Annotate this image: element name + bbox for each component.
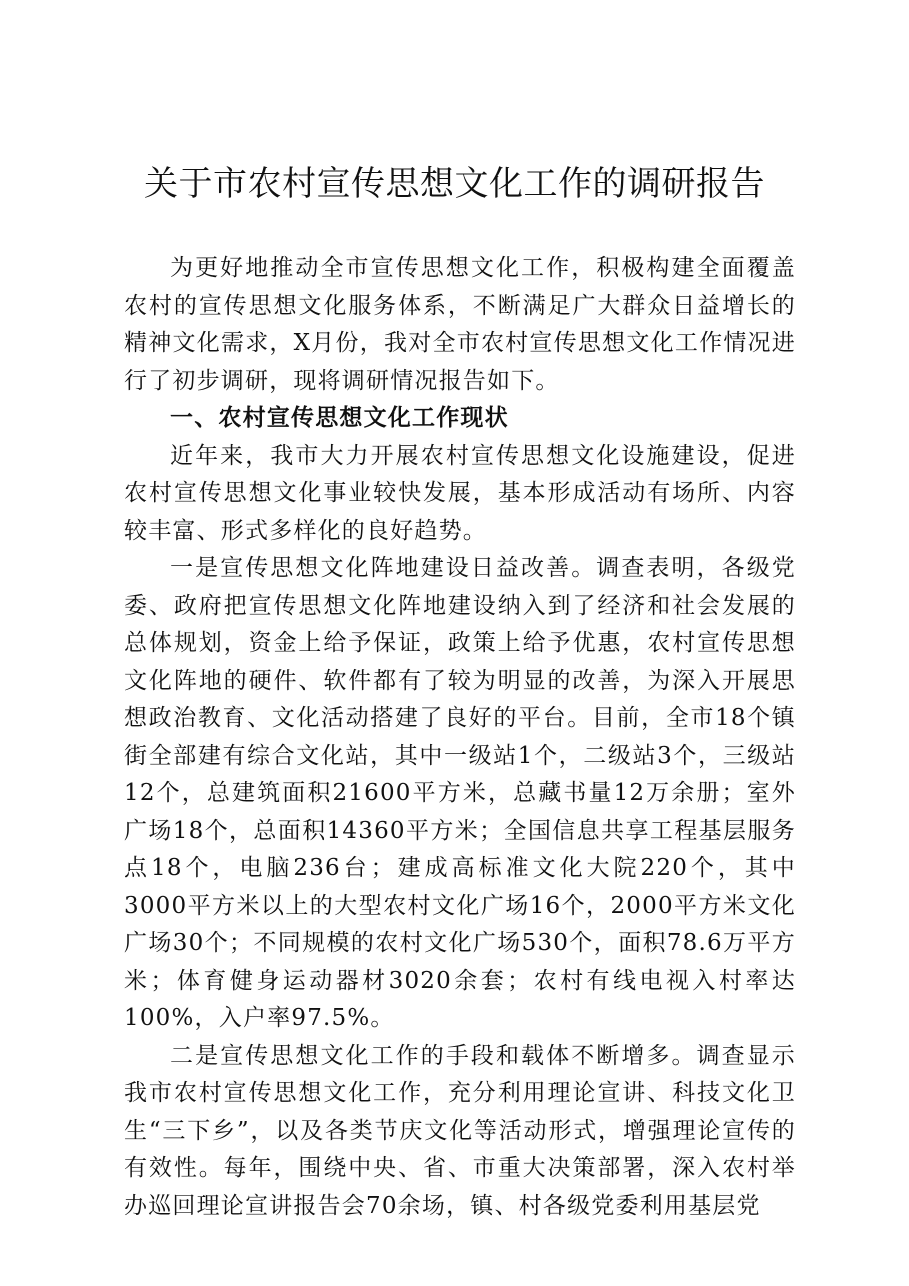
paragraph-overview: 近年来，我市大力开展农村宣传思想文化设施建设，促进农村宣传思想文化事业较快发展，基本形成活动有场所、内容较丰富、形式多样化的良好趋势。 <box>124 442 796 544</box>
paragraph-point-two: 二是宣传思想文化工作的手段和载体不断增多。调查显示我市农村宣传思想文化工作，充分利用理论宣讲、科技文化卫生“三下乡”，以及各类节庆文化等活动形式，增强理论宣传的有效性。每年，围绕中央、省、市重大决策部署，深入农村举办巡回理论宣讲报告会70余场，镇、村各级党委利用基层党 <box>124 1042 796 1219</box>
document-title: 关于市农村宣传思想文化工作的调研报告 <box>144 164 765 204</box>
section-heading: 一、农村宣传思想文化工作现状 <box>170 405 509 431</box>
document-body <box>124 250 796 1225</box>
paragraph-intro: 为更好地推动全市宣传思想文化工作，积极构建全面覆盖农村的宣传思想文化服务体系，不断满足广大群众日益增长的精神文化需求，X月份，我对全市农村宣传思想文化工作情况进行了初步调研，现将调研情况报告如下。 <box>124 255 796 394</box>
paragraph-point-one: 一是宣传思想文化阵地建设日益改善。调查表明，各级党委、政府把宣传思想文化阵地建设纳入到了经济和社会发展的总体规划，资金上给予保证，政策上给予优惠，农村宣传思想文化阵地的硬件、软件都有了较为明显的改善，为深入开展思想政治教育、文化活动搭建了良好的平台。目前，全市18个镇街全部建有综合文化站，其中一级站1个，二级站3个，三级站12个，总建筑面积21600平方米，总藏书量12万余册；室外广场18个，总面积14360平方米；全国信息共享工程基层服务点18个，电脑236台；建成高标准文化大院220个，其中3000平方米以上的大型农村文化广场16个，2000平方米文化广场30个；不同规模的农村文化广场530个，面积78.6万平方米；体育健身运动器材3020余套；农村有线电视入村率达100%，入户率97.5%。 <box>124 555 796 1031</box>
